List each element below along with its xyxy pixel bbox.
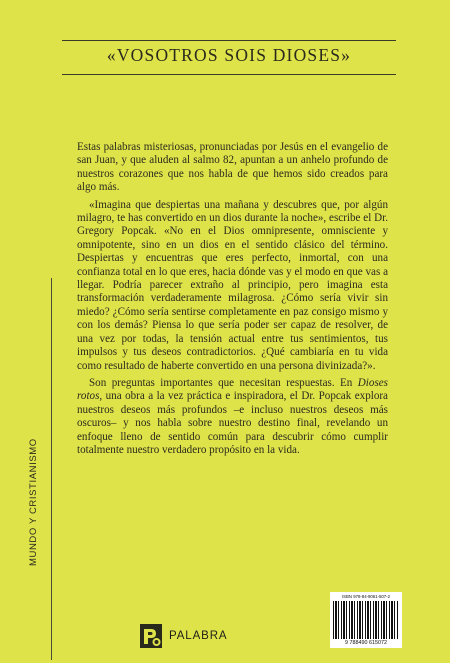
cover-title: «VOSOTROS SOIS DIOSES» [106, 45, 352, 65]
publisher-name: PALABRA [169, 630, 228, 642]
blurb-paragraph-3 [77, 377, 388, 457]
series-label: MUNDO Y CRISTIANISMO [28, 438, 39, 566]
barcode [330, 592, 402, 648]
publisher-logo [140, 624, 250, 650]
book-title-italic: Dioses rotos [77, 376, 388, 403]
isbn-text: ISBN 978-84-9061-507-2 [341, 594, 390, 599]
title-bottom-rule [62, 74, 396, 75]
blurb-text [77, 141, 388, 457]
barcode-digits: 9 788490 615072 [330, 640, 402, 646]
series-divider-line [51, 278, 52, 660]
publisher-logo-icon [140, 624, 162, 648]
barcode-bars [333, 601, 399, 639]
blurb-paragraph-3-rest: , una obra a la vez práctica e inspiradora, el Dr. Popcak explora nuestros deseos más profundos –e incluso nuestros deseos más oscuros– y nos habla sobre nuestro destino final, revelando un enfoque lleno de sentido común para descubrir cómo cumplir totalmente nuestro verdadero propósito en la vida. [77, 390, 388, 456]
blurb-paragraph-2: «Imagina que despiertas una mañana y descubres que, por algún milagro, te has convertido en un dios durante la noche», escribe el Dr. Gregory Popcak. «No en el Dios omnipresente, omnisciente y omnipotente, sino en un dios en el sentido clásico del término. Despiertas y encuentras que eres perfecto, inmortal, con una confianza total en lo que eres, hacia dónde vas y el modo en que vas a llegar. Podría parecer extraño al principio, pero imagina esta transformación verdaderamente milagrosa. ¿Cómo sería vivir sin miedo? ¿Cómo sería sentirse completamente en paz consigo mismo y con los demás? Piensa lo que sería poder ser capaz de resolver, de una vez por todas, la tensión actual entre tus sentimientos, tus impulsos y tus deseos contradictorios. ¿Qué cambiaría en tu vida como resultado de haberte convertido en una persona divinizada?». [77, 198, 388, 372]
blurb-paragraph-1: Estas palabras misteriosas, pronunciadas por Jesús en el evangelio de san Juan, y que aluden al salmo 82, apuntan a un anhelo profundo de nuestros corazones que nos habla de que hemos sido creados para algo más. [77, 141, 388, 194]
blurb-paragraph-3-intro: Son preguntas importantes que necesitan respuestas. En [89, 376, 358, 389]
title-top-rule [62, 40, 396, 41]
